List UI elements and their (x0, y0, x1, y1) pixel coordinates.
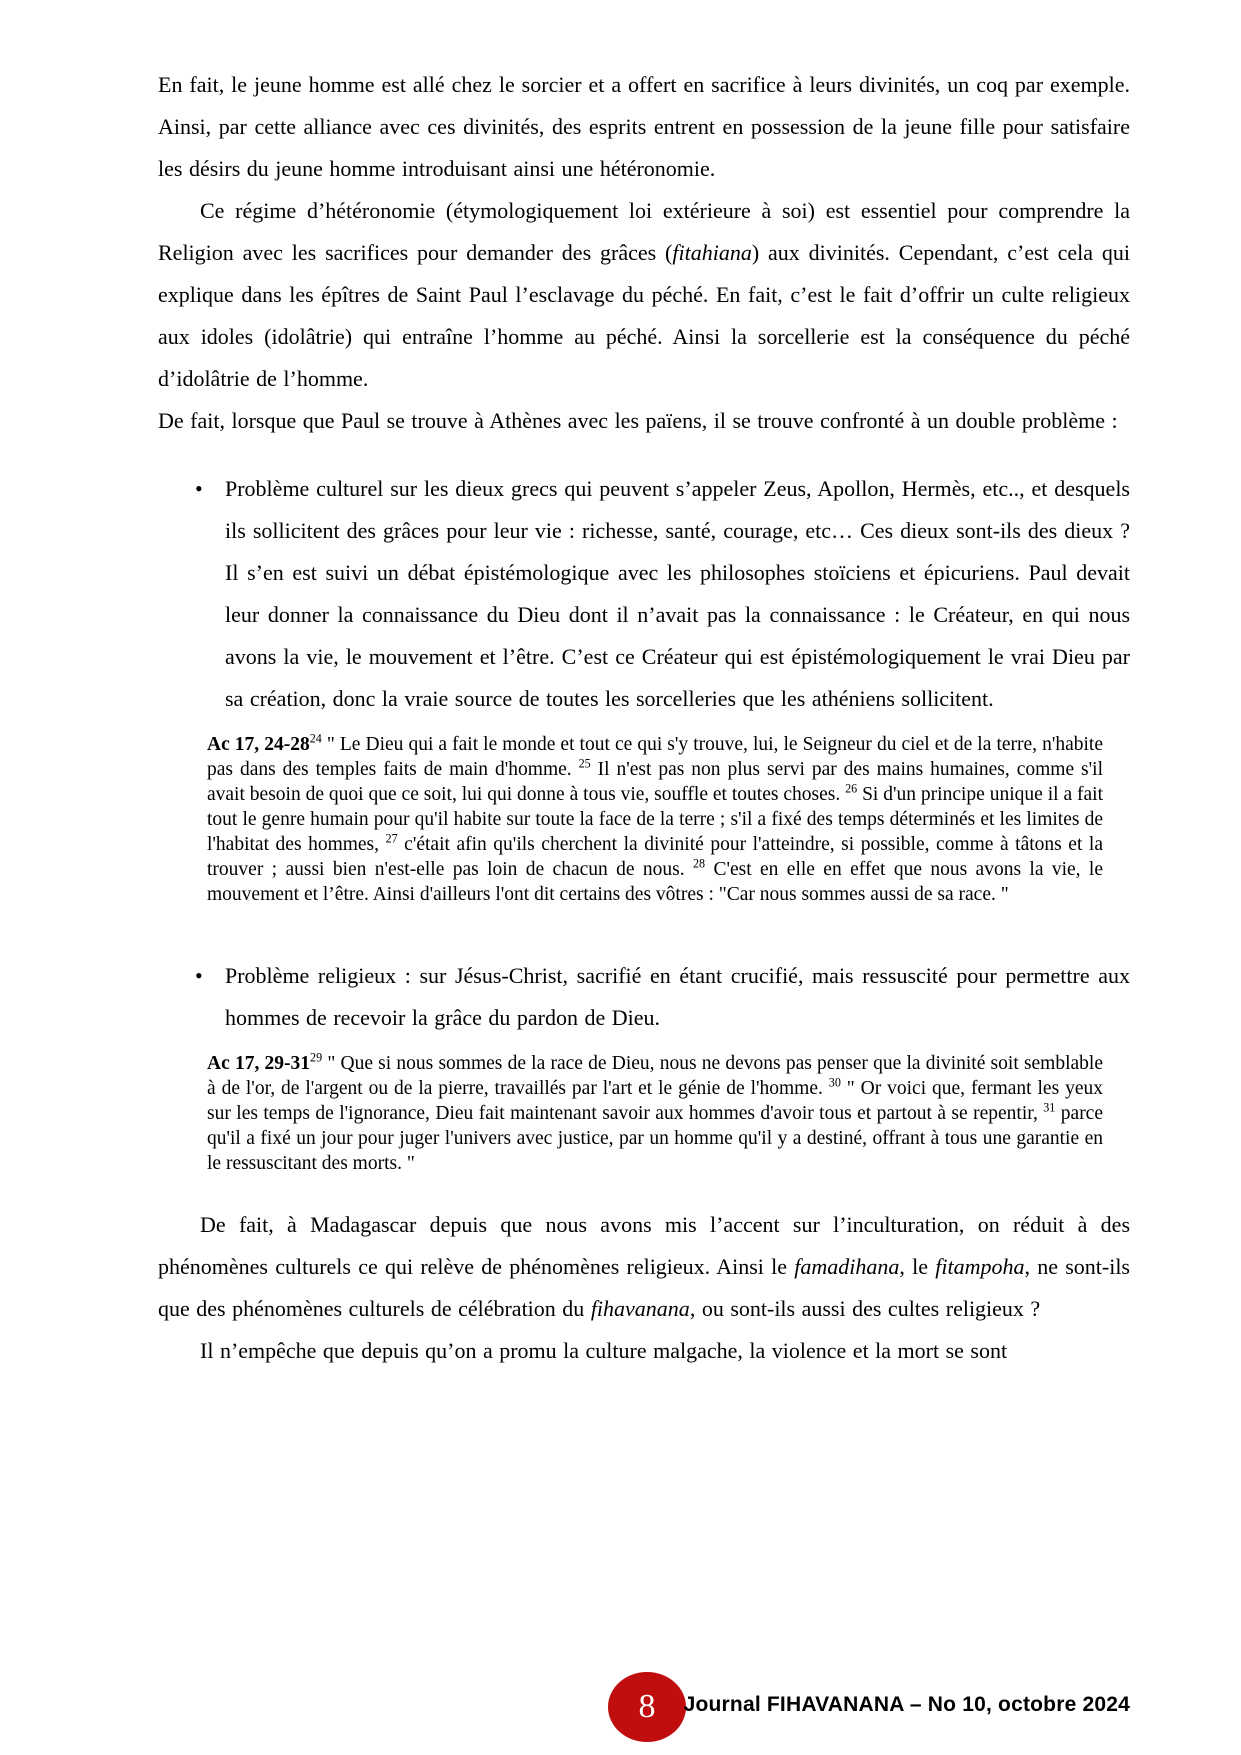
text-run: C'est en elle en effet que nous avons la vie, le mouvement et l’être. Ainsi d'ailleurs l'ont dit certains des vôtres : "Car nous sommes aussi de sa race. " (207, 859, 1103, 905)
text-run: De fait, à Madagascar depuis que nous avons mis l’accent sur l’inculturation, on réduit à des phénomènes culturels ce qui relève de phénomènes religieux. Ainsi le (158, 1212, 1130, 1279)
text-run: famadihana (794, 1254, 900, 1279)
text-run: ) aux divinités. Cependant, c’est cela qui explique dans les épîtres de Saint Paul l’esclavage du péché. En fait, c’est le fait d’offrir un culte religieux aux idoles (idolâtrie) qui entraîne l’homme au péché. Ainsi la sorcellerie est la conséquence du péché d’idolâtrie de l’homme. (158, 240, 1130, 391)
text-run: fitampoha (935, 1254, 1025, 1279)
text-run: " Or voici que, fermant les yeux sur les temps de l'ignorance, Dieu fait maintenant savoir aux hommes d'avoir tous et partout à se repentir, (207, 1078, 1103, 1124)
paragraph-madagascar (158, 1204, 1130, 1330)
text-run: " Le Dieu qui a fait le monde et tout ce qui s'y trouve, lui, le Seigneur du ciel et de la terre, n'habite pas dans des temples faits de main d'homme. (207, 734, 1103, 780)
page-number: 8 (638, 1688, 656, 1725)
scripture-quote-ac-17-29-31 (207, 1051, 1103, 1176)
verse-number: 25 (578, 756, 591, 771)
text-run: Problème culturel sur les dieux grecs qui peuvent s’appeler Zeus, Apollon, Hermès, etc.., et desquels ils sollicitent des grâces pour leur vie : richesse, santé, courage, etc… Ces dieux sont-ils des dieux ? Il s’en est suivi un débat épistémologique avec les philosophes stoïciens et épicuriens. Paul devait leur donner la connaissance du Dieu dont il n’avait pas la connaissance : le Créateur, en qui nous avons la vie, le mouvement et l’être. C’est ce Créateur qui est épistémologiquement le vrai Dieu par sa création, donc la vraie source de toutes les sorcelleries que les athéniens sollicitent. (225, 476, 1130, 711)
text-run: Si d'un principe unique il a fait tout le genre humain pour qu'il habite sur toute la face de la terre ; s'il a fixé des temps déterminés et les limites de l'habitat des hommes, (207, 784, 1103, 855)
document-body (158, 64, 1130, 1372)
text-run: Ac 17, 24-28 (207, 734, 310, 755)
verse-number: 29 (310, 1050, 323, 1065)
text-run: c'était afin qu'ils cherchent la divinité pour l'atteindre, si possible, comme à tâtons et la trouver ; aussi bien n'est-elle pas loin de chacun de nous. (207, 834, 1103, 880)
text-run: Il n’empêche que depuis qu’on a promu la culture malgache, la violence et la mort se sont (200, 1338, 1008, 1363)
text-run: En fait, le jeune homme est allé chez le sorcier et a offert en sacrifice à leurs divinités, un coq par exemple. Ainsi, par cette alliance avec ces divinités, des esprits entrent en possession de la jeune fille pour satisfaire les désirs du jeune homme introduisant ainsi une hétéronomie. (158, 72, 1130, 181)
verse-number: 28 (693, 856, 706, 871)
paragraph-culture-malgache (158, 1330, 1130, 1372)
verse-number: 30 (828, 1075, 841, 1090)
bullet-icon: • (195, 963, 203, 988)
text-run: De fait, lorsque que Paul se trouve à Athènes avec les païens, il se trouve confronté à un double problème : (158, 408, 1118, 433)
journal-footer-text: Journal FIHAVANANA – No 10, octobre 2024 (683, 1693, 1130, 1716)
page-footer (0, 1660, 1241, 1755)
bullet-probleme-culturel (158, 468, 1130, 720)
text-run: Ce régime d’hétéronomie (étymologiquement loi extérieure à soi) est essentiel pour comprendre la Religion avec les sacrifices pour demander des grâces ( (158, 198, 1130, 265)
page-number-badge (608, 1672, 686, 1742)
text-run: Il n'est pas non plus servi par des mains humaines, comme s'il avait besoin de quoi que ce soit, lui qui donne à tous vie, souffle et toutes choses. (207, 759, 1103, 805)
verse-number: 27 (385, 831, 398, 846)
bullet-probleme-religieux (158, 955, 1130, 1039)
text-run: " Que si nous sommes de la race de Dieu, nous ne devons pas penser que la divinité soit semblable à de l'or, de l'argent ou de la pierre, travaillés par l'art et le génie de l'homme. (207, 1053, 1103, 1099)
scripture-quote-ac-17-24-28 (207, 732, 1103, 907)
verse-number: 24 (309, 731, 322, 746)
text-run: fitahiana (672, 240, 752, 265)
text-run: parce qu'il a fixé un jour pour juger l'univers avec justice, par un homme qu'il y a destiné, offrant à tous une garantie en le ressuscitant des morts. " (207, 1103, 1103, 1174)
bullet-text (225, 955, 1130, 1039)
text-run: Problème religieux : sur Jésus-Christ, sacrifié en étant crucifié, mais ressuscité pour permettre aux hommes de recevoir la grâce du pardon de Dieu. (225, 963, 1130, 1030)
text-run: , ou sont-ils aussi des cultes religieux ? (689, 1296, 1041, 1321)
paragraph-intro (158, 64, 1130, 190)
verse-number: 31 (1043, 1100, 1056, 1115)
verse-number: 26 (845, 781, 858, 796)
text-run: , le (899, 1254, 936, 1279)
bullet-text (225, 468, 1130, 720)
text-run: Ac 17, 29-31 (207, 1053, 311, 1074)
paragraph-double-probleme (158, 400, 1130, 442)
text-run: fihavanana (590, 1296, 690, 1321)
paragraph-heteronomie (158, 190, 1130, 400)
text-run: , ne sont-ils que des phénomènes culturels de célébration du (158, 1254, 1130, 1321)
bullet-icon: • (195, 476, 203, 501)
